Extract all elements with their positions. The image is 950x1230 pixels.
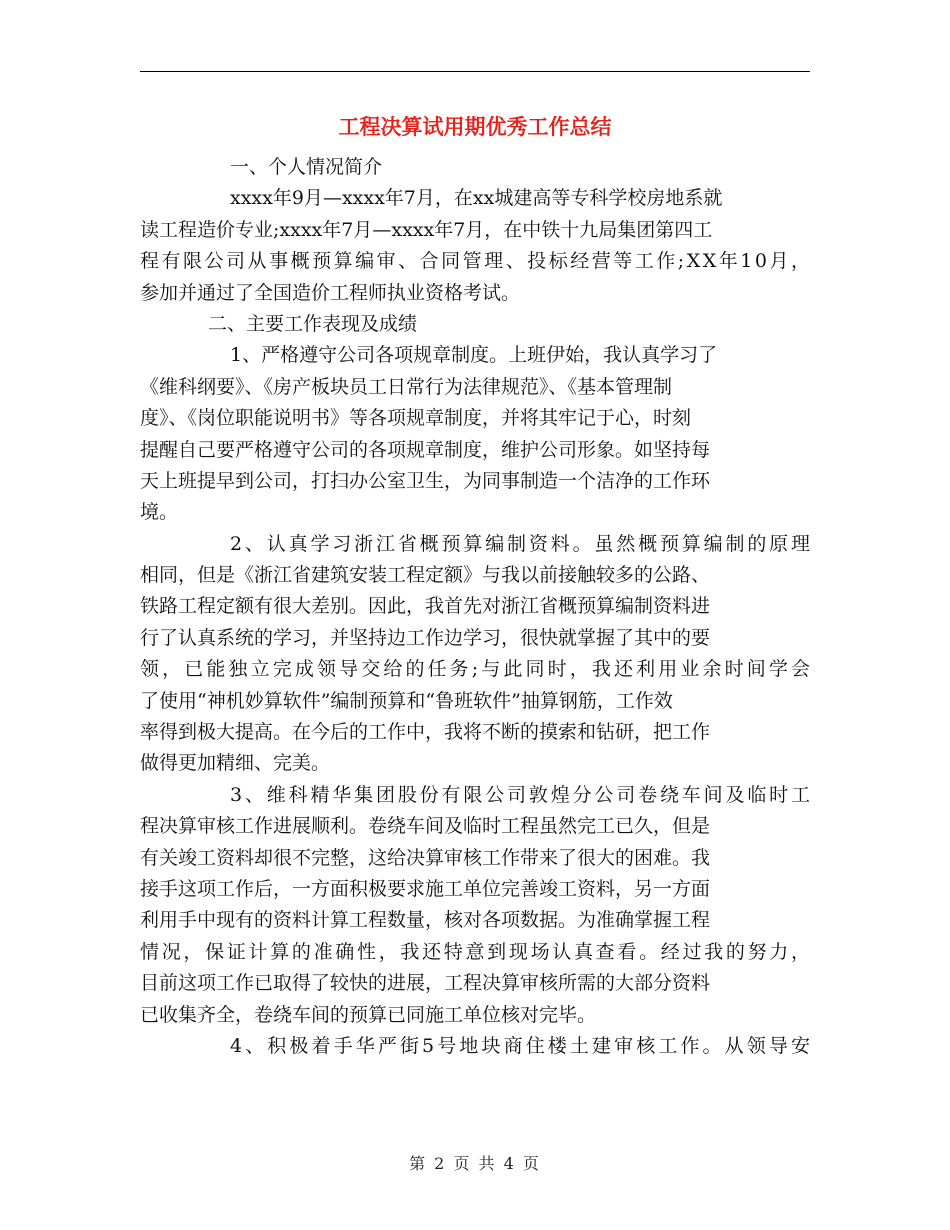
body-line: 程有限公司从事概预算编审、合同管理、投标经营等工作;XX年10月， xyxy=(140,250,813,273)
body-line: 情况，保证计算的准确性，我还特意到现场认真查看。经过我的努力， xyxy=(140,940,813,963)
body-line: 目前这项工作已取得了较快的进展，工程决算审核所需的大部分资料 xyxy=(140,972,711,995)
body-line: 了使用“神机妙算软件”编制预算和“鲁班软件”抽算钢筋，工作效 xyxy=(140,689,673,712)
body-line: 接手这项工作后，一方面积极要求施工单位完善竣工资料，另一方面 xyxy=(140,877,711,900)
body-line: 率得到极大提高。在今后的工作中，我将不断的摸索和钻研，把工作 xyxy=(140,721,711,744)
body-line: 3、维科精华集团股份有限公司敦煌分公司卷绕车间及临时工 xyxy=(230,783,813,806)
body-line: xxxx年9月—xxxx年7月，在xx城建高等专科学校房地系就 xyxy=(230,187,723,210)
document-title: 工程决算试用期优秀工作总结 xyxy=(338,115,612,139)
body-line: 领，已能独立完成领导交给的任务;与此同时，我还利用业余时间学会 xyxy=(140,658,814,681)
body-line: 二、主要工作表现及成绩 xyxy=(208,312,418,335)
body-line: 程决算审核工作进展顺利。卷绕车间及临时工程虽然完工已久，但是 xyxy=(140,815,711,838)
document-body xyxy=(140,152,814,1062)
body-line: 参加并通过了全国造价工程师执业资格考试。 xyxy=(140,281,521,304)
body-line: 境。 xyxy=(140,501,179,524)
body-line: 2、认真学习浙江省概预算编制资料。虽然概预算编制的原理 xyxy=(230,532,813,555)
body-line: 做得更加精细、完美。 xyxy=(140,752,331,775)
page-number-footer: 第 2 页 共 4 页 xyxy=(409,1154,541,1173)
body-line: 相同，但是《浙江省建筑安装工程定额》与我以前接触较多的公路、 xyxy=(140,564,711,587)
body-line: 行了认真系统的学习，并坚持边工作边学习，很快就掌握了其中的要 xyxy=(140,626,711,649)
body-line: 有关竣工资料却很不完整，这给决算审核工作带来了很大的困难。我 xyxy=(140,846,711,869)
header-rule xyxy=(140,71,810,72)
body-line: 已收集齐全，卷绕车间的预算已同施工单位核对完毕。 xyxy=(140,1003,597,1026)
body-line: 4、积极着手华严街5号地块商住楼土建审核工作。从领导安 xyxy=(230,1034,814,1057)
body-line: 《维科纲要》、《房产板块员工日常行为法律规范》、《基本管理制 xyxy=(140,375,673,398)
body-line: 铁路工程定额有很大差别。因此，我首先对浙江省概预算编制资料进 xyxy=(140,595,711,618)
body-line: 天上班提早到公司，打扫办公室卫生，为同事制造一个洁净的工作环 xyxy=(140,469,711,492)
body-line: 读工程造价专业;xxxx年7月—xxxx年7月，在中铁十九局集团第四工 xyxy=(140,218,713,241)
body-line: 1、严格遵守公司各项规章制度。上班伊始，我认真学习了 xyxy=(230,344,718,367)
body-line: 度》、《岗位职能说明书》等各项规章制度，并将其牢记于心，时刻 xyxy=(140,407,692,430)
body-line: 利用手中现有的资料计算工程数量，核对各项数据。为准确掌握工程 xyxy=(140,909,711,932)
body-line: 提醒自己要严格遵守公司的各项规章制度，维护公司形象。如坚持每 xyxy=(140,438,711,461)
body-line: 一、个人情况简介 xyxy=(230,156,383,178)
